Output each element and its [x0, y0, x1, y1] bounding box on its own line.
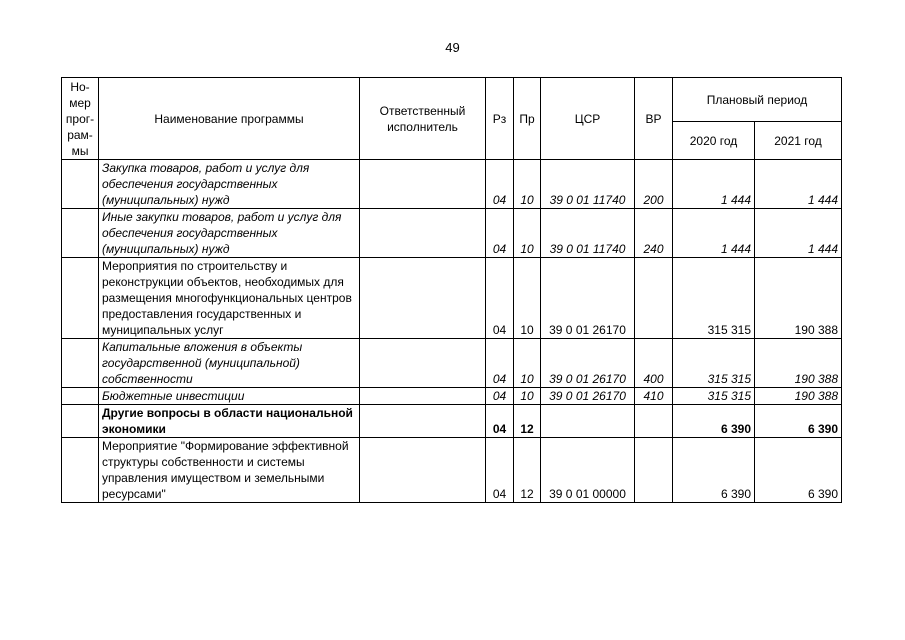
cell-rz: 04 [486, 209, 514, 258]
cell-name: Мероприятия по строительству и реконструкции объектов, необходимых для размещения многофункциональных центров предоставления государственных и муниципальных услуг [99, 258, 360, 339]
header-plan-period: Плановый период [673, 78, 842, 122]
page-number: 49 [445, 40, 460, 55]
table-row [62, 438, 842, 503]
table-row [62, 160, 842, 209]
cell-pr: 10 [514, 160, 541, 209]
cell-executor [360, 160, 486, 209]
table-row [62, 388, 842, 405]
header-pr: Пр [514, 78, 541, 160]
cell-2020: 315 315 [673, 339, 755, 388]
cell-pr: 10 [514, 258, 541, 339]
table-row [62, 209, 842, 258]
header-rz: Рз [486, 78, 514, 160]
cell-2020: 315 315 [673, 258, 755, 339]
header-row-top [62, 78, 842, 122]
cell-rz: 04 [486, 438, 514, 503]
cell-pr: 10 [514, 388, 541, 405]
cell-vr [635, 258, 673, 339]
cell-2021: 190 388 [755, 339, 842, 388]
cell-pr: 12 [514, 438, 541, 503]
cell-2021: 1 444 [755, 209, 842, 258]
cell-num [62, 405, 99, 438]
cell-csr [541, 405, 635, 438]
cell-csr: 39 0 01 26170 [541, 388, 635, 405]
table-row [62, 258, 842, 339]
cell-vr: 200 [635, 160, 673, 209]
cell-csr: 39 0 01 26170 [541, 258, 635, 339]
cell-vr [635, 438, 673, 503]
cell-2021: 1 444 [755, 160, 842, 209]
cell-csr: 39 0 01 00000 [541, 438, 635, 503]
cell-name: Иные закупки товаров, работ и услуг для обеспечения государственных (муниципальных) нужд [99, 209, 360, 258]
cell-2021: 6 390 [755, 405, 842, 438]
cell-pr: 10 [514, 209, 541, 258]
header-program-name: Наименование программы [99, 78, 360, 160]
cell-executor [360, 438, 486, 503]
cell-rz: 04 [486, 388, 514, 405]
cell-csr: 39 0 01 11740 [541, 160, 635, 209]
cell-vr: 410 [635, 388, 673, 405]
cell-num [62, 339, 99, 388]
cell-csr: 39 0 01 26170 [541, 339, 635, 388]
cell-2021: 190 388 [755, 388, 842, 405]
cell-rz: 04 [486, 405, 514, 438]
cell-executor [360, 339, 486, 388]
cell-executor [360, 209, 486, 258]
cell-num [62, 258, 99, 339]
cell-name: Другие вопросы в области национальной экономики [99, 405, 360, 438]
cell-vr: 400 [635, 339, 673, 388]
cell-2020: 1 444 [673, 209, 755, 258]
cell-name: Бюджетные инвестиции [99, 388, 360, 405]
cell-num [62, 209, 99, 258]
cell-2021: 6 390 [755, 438, 842, 503]
cell-pr: 10 [514, 339, 541, 388]
header-vr: ВР [635, 78, 673, 160]
cell-rz: 04 [486, 339, 514, 388]
cell-name: Капитальные вложения в объекты государственной (муниципальной) собственности [99, 339, 360, 388]
cell-2020: 1 444 [673, 160, 755, 209]
cell-csr: 39 0 01 11740 [541, 209, 635, 258]
cell-num [62, 438, 99, 503]
cell-rz: 04 [486, 258, 514, 339]
cell-2020: 6 390 [673, 438, 755, 503]
cell-rz: 04 [486, 160, 514, 209]
cell-name: Мероприятие "Формирование эффективной структуры собственности и системы управления имуществом и земельными ресурсами" [99, 438, 360, 503]
header-executor: Ответственный исполнитель [360, 78, 486, 160]
cell-executor [360, 388, 486, 405]
table-row [62, 339, 842, 388]
cell-2020: 315 315 [673, 388, 755, 405]
table-row [62, 405, 842, 438]
header-year-2021: 2021 год [755, 122, 842, 160]
header-csr: ЦСР [541, 78, 635, 160]
cell-num [62, 160, 99, 209]
header-year-2020: 2020 год [673, 122, 755, 160]
budget-table [61, 77, 842, 503]
cell-vr: 240 [635, 209, 673, 258]
cell-2021: 190 388 [755, 258, 842, 339]
cell-vr [635, 405, 673, 438]
cell-num [62, 388, 99, 405]
cell-pr: 12 [514, 405, 541, 438]
cell-2020: 6 390 [673, 405, 755, 438]
cell-name: Закупка товаров, работ и услуг для обеспечения государственных (муниципальных) нужд [99, 160, 360, 209]
cell-executor [360, 405, 486, 438]
cell-executor [360, 258, 486, 339]
header-program-number: Но- мер прог- рам- мы [62, 78, 99, 160]
